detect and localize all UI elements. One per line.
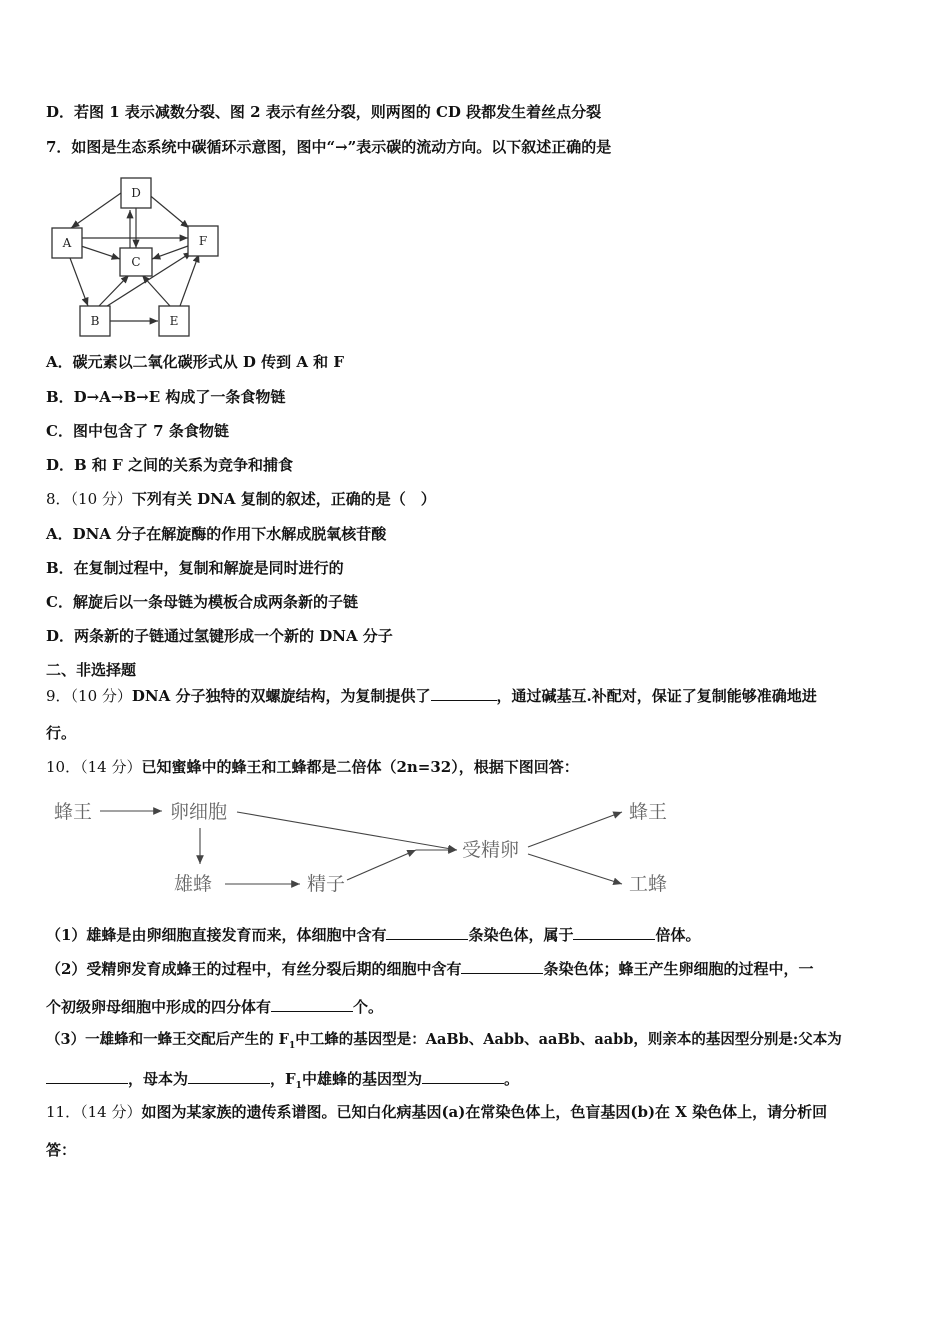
carbon-cycle-diagram — [44, 168, 220, 340]
q10-sub3-blank3[interactable] — [422, 1068, 504, 1084]
q10-sub3-line2 — [46, 1068, 519, 1096]
q10-sub2-b: 条染色体；蜂王产生卵细胞的过程中，一 — [543, 960, 814, 978]
q7-option-c: C．图中包含了 7 条食物链 — [46, 422, 229, 440]
node-b-label: B — [90, 314, 100, 328]
q7-option-b: B．D→A→B→E 构成了一条食物链 — [46, 388, 286, 406]
q8-score: （10 分） — [70, 490, 132, 508]
node-e-label: E — [169, 314, 179, 328]
q8-number: 8． — [46, 490, 71, 508]
q8-stem: 下列有关 DNA 复制的叙述，正确的是（ ） — [131, 490, 436, 508]
q10-sub1-blank1[interactable] — [386, 924, 468, 940]
q10-stem: 已知蜜蜂中的蜂王和工蜂都是二倍体（2n=32），根据下图回答： — [141, 758, 579, 776]
flow-worker: 工蜂 — [629, 873, 668, 895]
q10-sub2-line1 — [46, 958, 813, 979]
q10-sub3-a: （3）一雄蜂和一蜂王交配后产生的 F — [46, 1031, 289, 1048]
q9-line2: 行。 — [46, 724, 77, 742]
q10-sub1 — [46, 924, 700, 945]
q11-score: （14 分） — [80, 1103, 142, 1121]
flow-queen-out: 蜂王 — [629, 801, 668, 823]
q8-stem-line — [46, 489, 436, 509]
q8-option-d: D．两条新的子链通过氢键形成一个新的 DNA 分子 — [46, 627, 393, 645]
q10-sub2-line2 — [46, 996, 383, 1017]
q10-sub3-c: ，母本为 — [128, 1070, 189, 1088]
q11-number: 11． — [46, 1103, 81, 1121]
q10-stem-line — [46, 757, 579, 777]
q9-score: （10 分） — [70, 687, 132, 705]
q10-sub3-f: 。 — [503, 1070, 519, 1088]
node-a-label: A — [62, 236, 72, 250]
q10-sub3-blank2[interactable] — [188, 1068, 270, 1084]
q8-option-b: B．在复制过程中，复制和解旋是同时进行的 — [46, 559, 344, 577]
node-d-label: D — [131, 186, 141, 200]
flow-drone: 雄蜂 — [174, 873, 213, 895]
q9-blank[interactable] — [431, 685, 497, 701]
q6-option-d: D．若图 1 表示减数分裂、图 2 表示有丝分裂，则两图的 CD 段都发生着丝点分裂 — [46, 103, 602, 121]
q10-sub2-a: （2）受精卵发育成蜂王的过程中，有丝分裂后期的细胞中含有 — [46, 960, 462, 978]
flow-zygote: 受精卵 — [462, 839, 520, 861]
q10-sub3-line1 — [46, 1030, 842, 1056]
q10-sub2-blank2[interactable] — [271, 996, 353, 1012]
q9-line1 — [46, 685, 817, 706]
q7-option-d: D．B 和 F 之间的关系为竞争和捕食 — [46, 456, 294, 474]
q10-sub3-subscript: 1 — [288, 1040, 296, 1051]
q11-line1 — [46, 1102, 827, 1122]
q10-sub3-d: ，F — [270, 1070, 296, 1088]
q10-sub2-c: 个初级卵母细胞中形成的四分体有 — [46, 998, 272, 1016]
q10-sub1-c: 倍体。 — [655, 926, 701, 944]
node-f-label: F — [198, 234, 208, 248]
q10-sub3-b: 中工蜂的基因型是：AaBb、Aabb、aaBb、aabb，则亲本的基因型分别是:父本为 — [295, 1031, 842, 1048]
q10-sub3-e: 中雄蜂的基因型为 — [301, 1070, 422, 1088]
q10-sub1-blank2[interactable] — [573, 924, 655, 940]
q9-text-after: ，通过碱基互.补配对，保证了复制能够准确地进 — [496, 687, 817, 705]
q7-stem: 7．如图是生态系统中碳循环示意图，图中“→”表示碳的流动方向。以下叙述正确的是 — [46, 138, 612, 156]
q10-sub3-subscript2: 1 — [295, 1081, 302, 1091]
q10-number: 10． — [46, 758, 81, 776]
q9-text-before: DNA 分子独特的双螺旋结构，为复制提供了 — [131, 687, 431, 705]
flow-sperm: 精子 — [307, 873, 346, 895]
q7-option-a: A．碳元素以二氧化碳形式从 D 传到 A 和 F — [46, 353, 345, 371]
node-c-label: C — [131, 255, 141, 269]
q10-sub2-blank1[interactable] — [461, 958, 543, 974]
q9-number: 9． — [46, 687, 71, 705]
q11-line2: 答： — [46, 1141, 77, 1159]
q10-sub1-b: 条染色体，属于 — [468, 926, 574, 944]
q8-option-a: A．DNA 分子在解旋酶的作用下水解成脱氧核苷酸 — [46, 525, 387, 543]
q10-sub3-blank1[interactable] — [46, 1068, 128, 1084]
bee-reproduction-diagram — [50, 790, 690, 900]
q10-sub2-d: 个。 — [353, 998, 384, 1016]
flow-queen: 蜂王 — [54, 801, 93, 823]
q8-option-c: C．解旋后以一条母链为模板合成两条新的子链 — [46, 593, 358, 611]
q10-score: （14 分） — [80, 758, 142, 776]
q11-text-line1: 如图为某家族的遗传系谱图。已知白化病基因(a)在常染色体上，色盲基因(b)在 X 染色体上，请分析回 — [141, 1103, 828, 1121]
q10-sub1-a: （1）雄蜂是由卵细胞直接发育而来，体细胞中含有 — [46, 926, 387, 944]
section-title: 二、非选择题 — [46, 661, 137, 679]
flow-egg: 卵细胞 — [170, 801, 228, 823]
